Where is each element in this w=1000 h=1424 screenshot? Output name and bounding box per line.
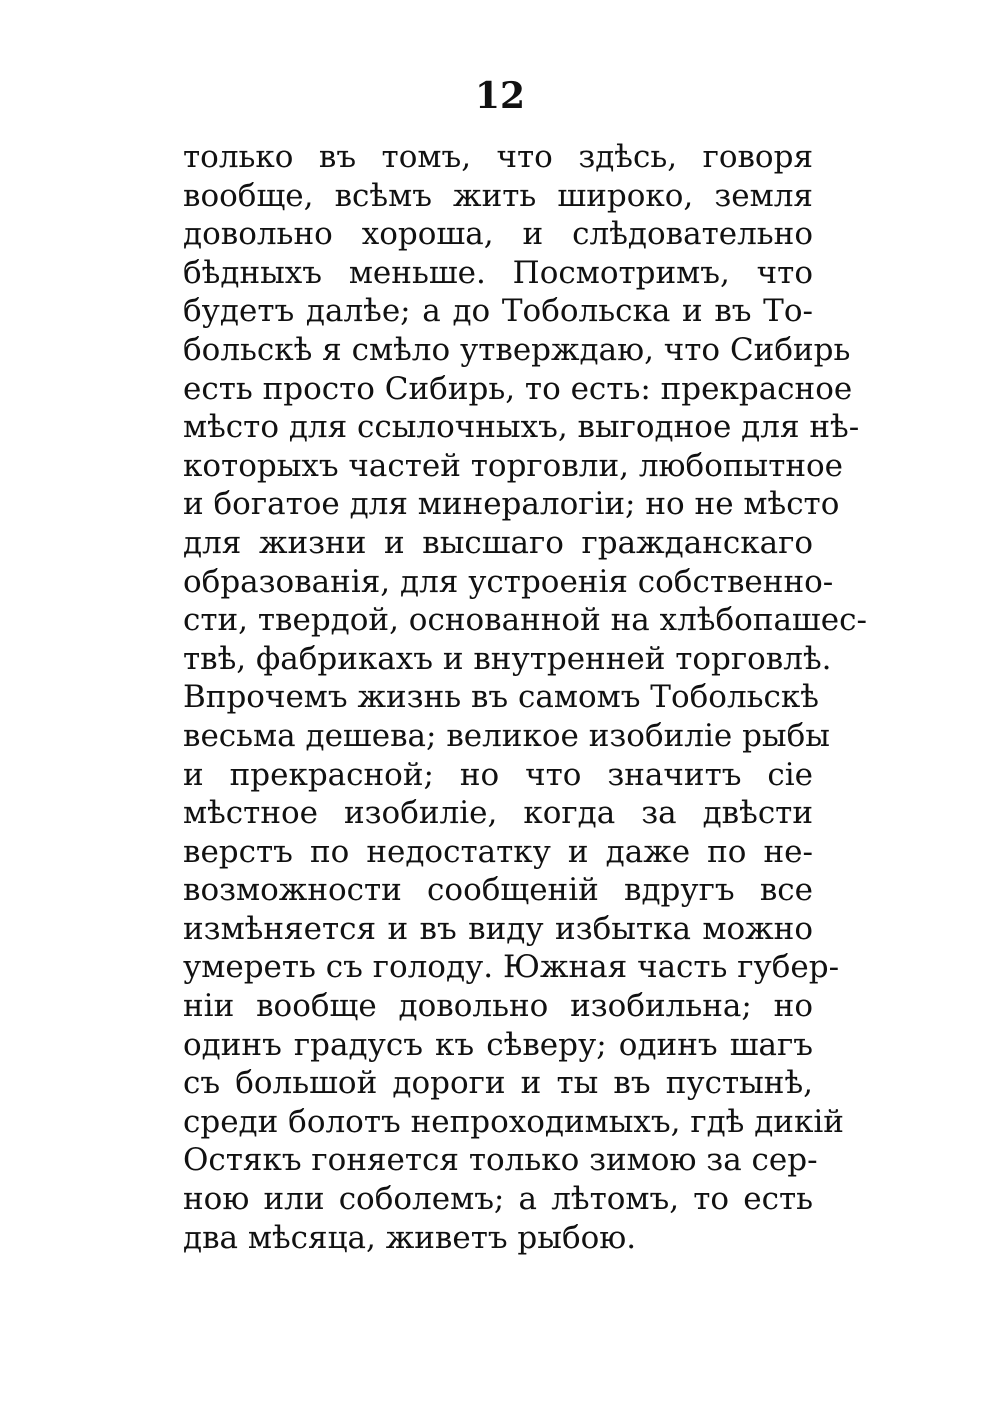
text-line: для жизни и высшаго гражданскаго xyxy=(183,524,813,561)
text-line: бѣдныхъ меньше. Посмотримъ, что xyxy=(183,254,813,291)
text-line: больскѣ я смѣло утверждаю, что Сибирь xyxy=(183,331,851,368)
text-line: образованія, для устроенія собственно- xyxy=(183,563,834,600)
text-line: мѣстное изобиліе, когда за двѣсти xyxy=(183,795,813,832)
text-line: среди болотъ непроходимыхъ, гдѣ дикій xyxy=(183,1103,844,1140)
text-line: есть просто Сибирь, то есть: прекрасное xyxy=(183,370,853,407)
text-line: возможности сообщеній вдругъ все xyxy=(183,872,813,909)
text-line: Остякъ гоняется только зимою за сер- xyxy=(183,1142,818,1179)
text-line: твѣ, фабрикахъ и внутренней торговлѣ. xyxy=(183,640,832,677)
text-line: будетъ далѣе; а до Тобольска и въ То- xyxy=(183,293,813,330)
text-line: ною или соболемъ; а лѣтомъ, то есть xyxy=(183,1181,813,1218)
text-line: которыхъ частей торговли, любопытное xyxy=(183,447,844,484)
text-line: съ большой дороги и ты въ пустынѣ, xyxy=(183,1065,813,1102)
text-line: умереть съ голоду. Южная часть губер- xyxy=(183,949,840,986)
text-line: и богатое для минералогіи; но не мѣсто xyxy=(183,486,840,523)
body-text xyxy=(183,138,867,1257)
text-line-last: два мѣсяца, живетъ рыбою. xyxy=(183,1219,637,1256)
text-line: довольно хороша, и слѣдовательно xyxy=(183,216,813,253)
text-line: измѣняется и въ виду избытка можно xyxy=(183,910,813,947)
text-line: весьма дешева; великое изобиліе рыбы xyxy=(183,717,830,754)
text-line: одинъ градусъ къ сѣверу; одинъ шагъ xyxy=(183,1026,813,1063)
text-line: мѣсто для ссылочныхъ, выгодное для нѣ- xyxy=(183,409,860,446)
text-line: ніи вообще довольно изобильна; но xyxy=(183,988,813,1025)
text-line: вообще, всѣмъ жить широко, земля xyxy=(183,177,813,214)
text-line: верстъ по недостатку и даже по не- xyxy=(183,833,813,870)
text-line: Впрочемъ жизнь въ самомъ Тобольскѣ xyxy=(183,679,819,716)
text-line: сти, твердой, основанной на хлѣбопашес- xyxy=(183,602,867,639)
page-number: 12 xyxy=(474,75,526,117)
text-line: и прекрасной; но что значитъ сіе xyxy=(183,756,813,793)
text-line: только въ томъ, что здѣсь, говоря xyxy=(183,139,813,175)
